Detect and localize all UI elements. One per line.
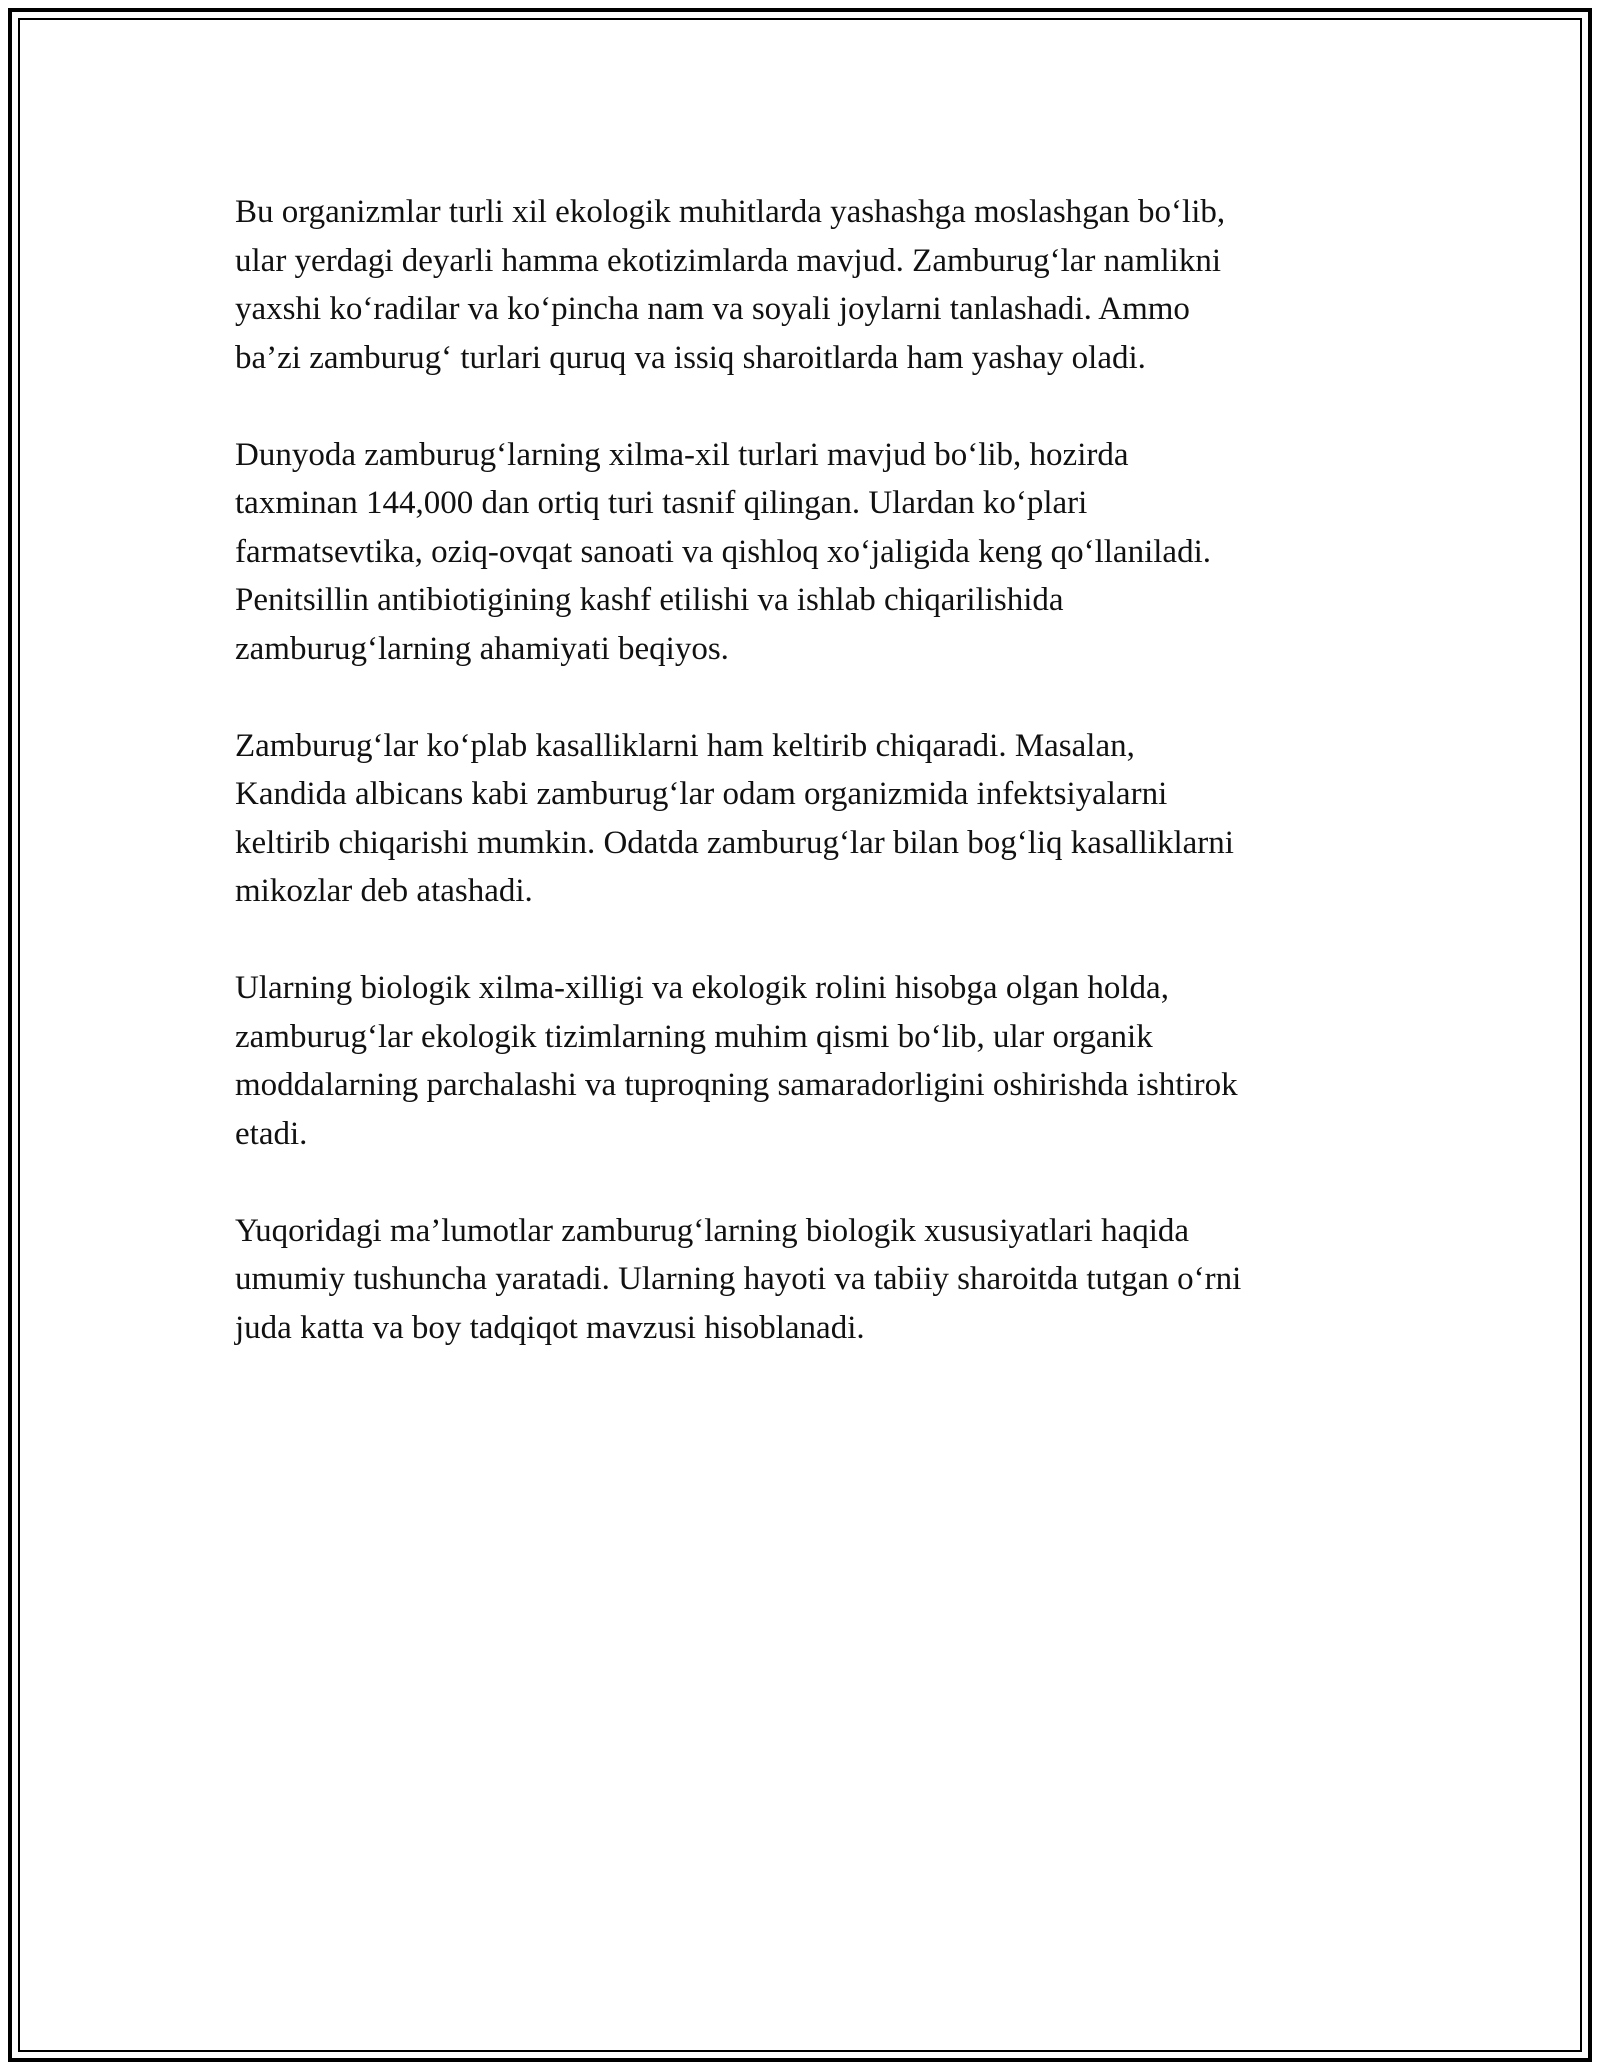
paragraph-habitat [235, 188, 1365, 382]
text-line: Dunyoda zamburug‘larning xilma-xil turlari mavjud bo‘lib, hozirda [235, 436, 1129, 473]
text-line: Bu organizmlar turli xil ekologik muhitlarda yashashga moslashgan bo‘lib, [235, 194, 1226, 230]
text-line: etadi. [235, 1115, 308, 1152]
text-line: yaxshi ko‘radilar va ko‘pincha nam va soyali joylarni tanlashadi. Ammo [235, 291, 1190, 327]
text-line: ular yerdagi deyarli hamma ekotizimlarda mavjud. Zamburug‘lar namlikni [235, 242, 1221, 279]
paragraph-diseases [235, 722, 1365, 916]
document-body [235, 188, 1365, 1401]
paragraph-conclusion [235, 1207, 1365, 1353]
text-line: ba’zi zamburug‘ turlari quruq va issiq sharoitlarda ham yashay oladi. [235, 339, 1146, 376]
text-line: moddalarning parchalashi va tuproqning samaradorligini oshirishda ishtirok [235, 1067, 1238, 1103]
text-line: umumiy tushuncha yaratadi. Ularning hayoti va tabiiy sharoitda tutgan o‘rni [235, 1261, 1242, 1297]
paragraph-species [235, 431, 1365, 674]
text-line: farmatsevtika, oziq-ovqat sanoati va qishloq xo‘jaligida keng qo‘llaniladi. [235, 533, 1211, 570]
text-line: taxminan 144,000 dan ortiq turi tasnif qilingan. Ulardan ko‘plari [235, 485, 1088, 521]
text-line: keltirib chiqarishi mumkin. Odatda zamburug‘lar bilan bog‘liq kasalliklarni [235, 824, 1234, 861]
text-line: Penitsillin antibiotigining kashf etilishi va ishlab chiqarilishida [235, 582, 1064, 618]
text-line: zamburug‘larning ahamiyati beqiyos. [235, 630, 729, 667]
paragraph-ecology [235, 964, 1365, 1158]
text-line: Ularning biologik xilma-xilligi va ekologik rolini hisobga olgan holda, [235, 970, 1169, 1006]
text-line: zamburug‘lar ekologik tizimlarning muhim qismi bo‘lib, ular organik [235, 1018, 1153, 1055]
text-line: Kandida albicans kabi zamburug‘lar odam organizmida infektsiyalarni [235, 776, 1168, 812]
text-line: mikozlar deb atashadi. [235, 873, 533, 909]
text-line: juda katta va boy tadqiqot mavzusi hisoblanadi. [235, 1309, 865, 1346]
text-line: Zamburug‘lar ko‘plab kasalliklarni ham keltirib chiqaradi. Masalan, [235, 727, 1135, 764]
text-line: Yuqoridagi ma’lumotlar zamburug‘larning biologik xususiyatlari haqida [235, 1212, 1190, 1249]
